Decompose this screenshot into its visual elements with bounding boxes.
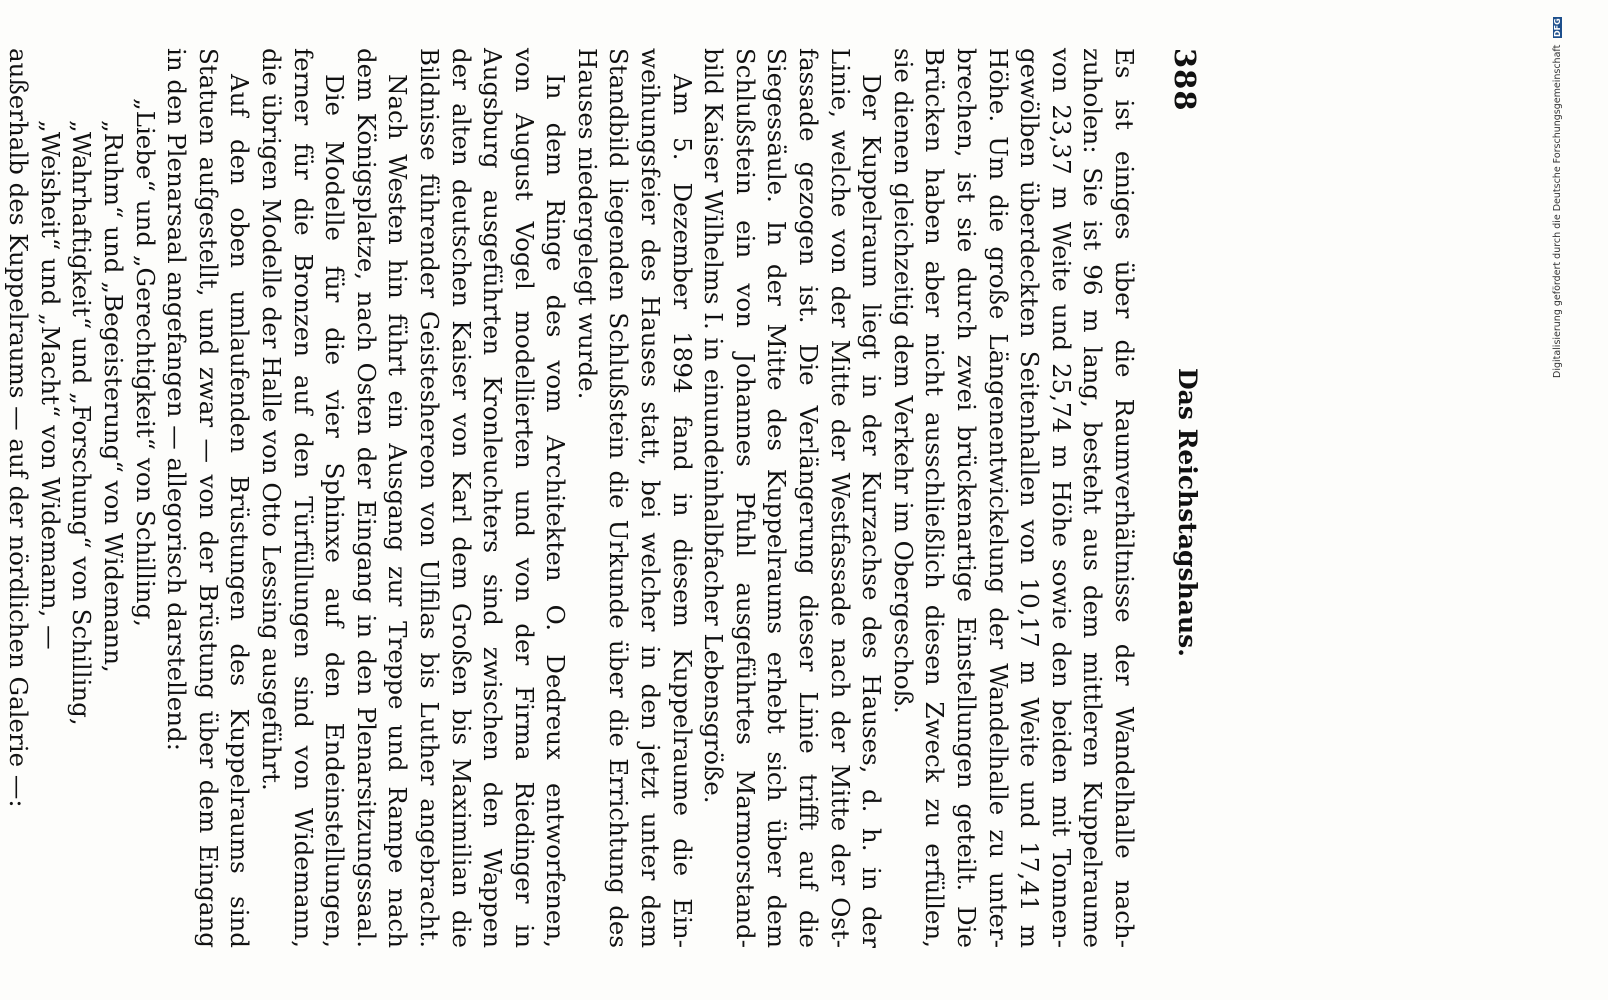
text-line: Hauses niedergelegt wurde. (572, 48, 602, 400)
text-line: „Liebe“ und „Gerechtigkeit“ von Schilling, (130, 98, 160, 628)
text-line: Die Modelle für die vier Sphinxe auf den Endeinstellungen, (320, 74, 350, 948)
text-line: Brücken haben aber nicht ausschließlich diesen Zweck zu erfüllen, (920, 48, 950, 948)
dfg-logo: DFG (1553, 17, 1562, 37)
text-line: zuholen: Sie ist 96 m lang, besteht aus dem mittleren Kuppelraume (1078, 48, 1108, 948)
text-line: weihungsfeier des Hauses statt, bei welcher in den jetzt unter dem (636, 48, 666, 948)
rotated-text-block (4, 48, 1210, 968)
text-line: bild Kaiser Wilhelms I. in einundeinhalbfacher Lebensgröße. (699, 48, 729, 804)
text-line: von August Vogel modellierten und von der Firma Riedinger in (509, 48, 539, 948)
body-text (0, 48, 1140, 948)
text-line: Am 5. Dezember 1894 fand in diesem Kuppelraume die Ein- (667, 74, 697, 948)
text-line: Nach Westen hin führt ein Ausgang zur Treppe und Rampe nach (383, 74, 413, 948)
text-line: Höhe. Um die große Längenentwickelung der Wandelhalle zu unter- (983, 48, 1013, 948)
text-line: Schlußstein ein von Johannes Pfuhl ausgeführtes Marmorstand- (730, 48, 760, 948)
text-line: der alten deutschen Kaiser von Karl dem Großen bis Maximilian die (446, 48, 476, 948)
text-line: Bildnisse führender Geisteshereon von Ulfilas bis Luther angebracht. (414, 48, 444, 948)
text-line: Augsburg ausgeführten Kronleuchters sind zwischen den Wappen (478, 48, 508, 948)
text-line: die übrigen Modelle der Halle von Otto Lessing ausgeführt. (256, 48, 286, 791)
text-line: außerhalb des Kuppelraums — auf der nördlichen Galerie —: (4, 48, 34, 808)
page-number: 388 (1168, 48, 1202, 112)
digitization-note (1552, 8, 1566, 378)
text-line: „Ruhm“ und „Begeisterung“ von Widemann, (99, 120, 128, 673)
text-line (0, 48, 3, 948)
text-line: „Wahrhaftigkeit“ und „Forschung“ von Schilling, (67, 120, 97, 726)
text-line: dem Königsplatze, nach Osten der Eingang in den Plenarsitzungssaal. (351, 48, 381, 948)
text-line: gewölben überdeckten Seitenhallen von 10,17 m Weite und 17,41 m (1015, 48, 1045, 948)
text-line: Siegessäule. In der Mitte des Kuppelraums erhebt sich über dem (762, 48, 792, 948)
text-line: In dem Ringe des vom Architekten O. Dedreux entworfenen, (541, 74, 571, 948)
text-line: Der Kuppelraum liegt in der Kurzachse des Hauses, d. h. in der (857, 74, 887, 948)
text-line: Es ist einiges über die Raumverhältnisse der Wandelhalle nach- (1110, 48, 1139, 948)
page-header: Das Reichstagshaus. (1173, 368, 1202, 657)
text-line: Linie, welche von der Mitte der Westfassade nach der Mitte der Ost- (825, 48, 855, 948)
text-line: sie dienen gleichzeitig dem Verkehr im Obergeschoß. (888, 48, 918, 714)
text-line: brechen, ist sie durch zwei brückenartige Einstellungen geteilt. Die (952, 48, 982, 948)
text-line: fassade gezogen ist. Die Verlängerung dieser Linie trifft auf die (794, 48, 824, 948)
text-line: ferner für die Bronzen auf den Türfüllungen sind von Widemann, (288, 48, 318, 948)
running-header (1170, 48, 1210, 928)
text-line: Standbild liegenden Schlußstein die Urkunde über die Errichtung des (604, 48, 634, 948)
text-line: Auf den oben umlaufenden Brüstungen des Kuppelraums sind (225, 74, 255, 948)
digitization-note-text: Digitalisierung gefördert durch die Deutsche Forschungsgemeinschaft (1552, 44, 1563, 378)
text-line: „Weisheit“ und „Macht“ von Widemann, — (35, 120, 65, 650)
text-line: von 23,37 m Weite und 25,74 m Höhe sowie den beiden mit Tonnen- (1046, 48, 1076, 948)
text-line: Statuen aufgestellt, und zwar — von der Brüstung über dem Eingang (193, 48, 223, 948)
text-line: in den Plenarsaal angefangen — allegorisch darstellend: (162, 48, 192, 751)
